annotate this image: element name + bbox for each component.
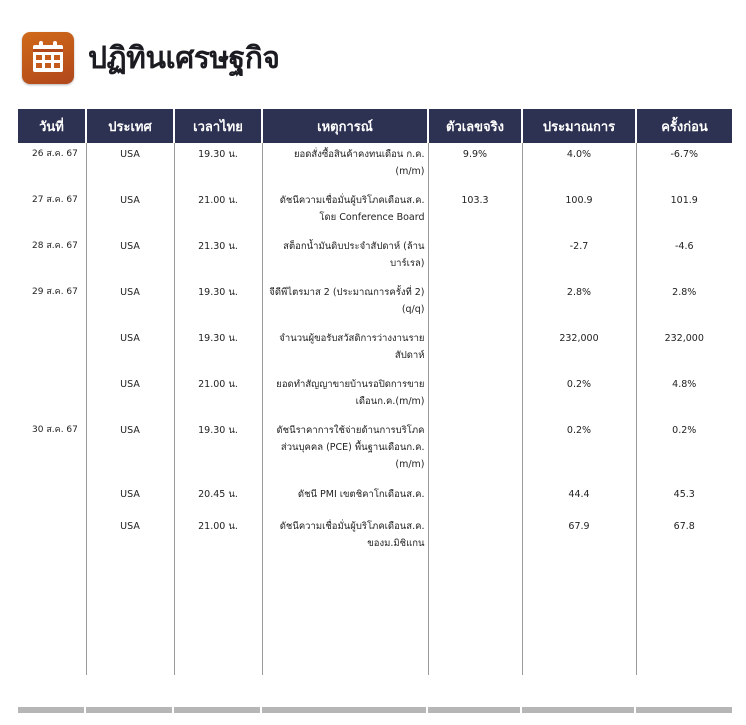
cell-actual [428,281,522,327]
cell-date: 28 ส.ค. 67 [32,241,78,251]
cell-time: 21.00 น. [174,515,262,675]
cell-country: USA [86,419,174,483]
cell-actual: 9.9% [428,143,522,189]
cell-date [18,515,86,675]
cell-time: 21.00 น. [174,189,262,235]
cell-date: 26 ส.ค. 67 [32,149,78,159]
cell-forecast: 100.9 [522,189,636,235]
cell-forecast: -2.7 [522,235,636,281]
cell-previous: -6.7% [636,143,732,189]
cell-time: 19.30 น. [174,281,262,327]
header [22,32,279,84]
cell-previous: 0.2% [636,419,732,483]
cell-event: จีดีพีไตรมาส 2 (ประมาณการครั้งที่ 2) (q/q) [262,281,428,327]
cell-country: USA [86,281,174,327]
cell-date [18,373,86,419]
cell-actual [428,235,522,281]
cell-time: 21.00 น. [174,373,262,419]
cell-time: 20.45 น. [174,483,262,515]
cell-previous: 45.3 [636,483,732,515]
cell-date [18,483,86,515]
cell-forecast: 232,000 [522,327,636,373]
table-header-row [18,109,732,143]
cell-time: 19.30 น. [174,327,262,373]
table-row [18,189,732,235]
cell-event: ดัชนีความเชื่อมั่นผู้บริโภคเดือนส.ค. ของม.มิชิแกน [262,515,428,675]
cell-time: 21.30 น. [174,235,262,281]
cell-date [18,327,86,373]
table-row [18,515,732,675]
cell-previous: 2.8% [636,281,732,327]
header-time: เวลาไทย [174,109,262,143]
header-actual: ตัวเลขจริง [428,109,522,143]
cell-country: USA [86,143,174,189]
cell-forecast: 4.0% [522,143,636,189]
cell-previous: 4.8% [636,373,732,419]
cell-event: ยอดสั่งซื้อสินค้าคงทนเดือน ก.ค.(m/m) [262,143,428,189]
table-row [18,483,732,515]
cell-date: 29 ส.ค. 67 [32,287,78,297]
cell-time: 19.30 น. [174,419,262,483]
cell-event: สต็อกน้ำมันดิบประจำสัปดาห์ (ล้านบาร์เรล) [262,235,428,281]
table-row [18,327,732,373]
header-event: เหตุการณ์ [262,109,428,143]
cell-event: จำนวนผู้ขอรับสวัสดิการว่างงานรายสัปดาห์ [262,327,428,373]
header-forecast: ประมาณการ [522,109,636,143]
cell-country: USA [86,327,174,373]
economic-calendar-table [18,109,732,675]
cell-country: USA [86,483,174,515]
cell-event: ยอดทำสัญญาขายบ้านรอปิดการขายเดือนก.ค.(m/m) [262,373,428,419]
cell-country: USA [86,515,174,675]
cell-actual [428,483,522,515]
header-country: ประเทศ [86,109,174,143]
cell-actual: 103.3 [428,189,522,235]
cell-forecast: 0.2% [522,373,636,419]
cell-event: ดัชนีความเชื่อมั่นผู้บริโภคเดือนส.ค. โดย Conference Board [262,189,428,235]
cell-date: 30 ส.ค. 67 [32,425,78,435]
cell-actual [428,373,522,419]
cell-actual [428,327,522,373]
cell-previous: 101.9 [636,189,732,235]
cell-event: ดัชนีราคาการใช้จ่ายด้านการบริโภคส่วนบุคคล (PCE) พื้นฐานเดือนก.ค. (m/m) [262,419,428,483]
cell-previous: 67.8 [636,515,732,675]
cell-forecast: 2.8% [522,281,636,327]
page-title: ปฏิทินเศรษฐกิจ [88,40,280,76]
table-row [18,143,732,189]
cell-country: USA [86,235,174,281]
cell-forecast: 0.2% [522,419,636,483]
cell-forecast: 44.4 [522,483,636,515]
cell-previous: 232,000 [636,327,732,373]
table-row [18,373,732,419]
table-row [18,281,732,327]
cell-previous: -4.6 [636,235,732,281]
cell-actual [428,515,522,675]
cell-forecast: 67.9 [522,515,636,675]
cell-country: USA [86,189,174,235]
table-row [18,419,732,483]
cell-time: 19.30 น. [174,143,262,189]
table-row [18,235,732,281]
cell-event: ดัชนี PMI เขตชิคาโกเดือนส.ค. [262,483,428,515]
cell-country: USA [86,373,174,419]
cell-actual [428,419,522,483]
table-footer-rule [18,707,732,714]
header-date: วันที่ [18,109,86,143]
header-previous: ครั้งก่อน [636,109,732,143]
cell-date: 27 ส.ค. 67 [32,195,78,205]
calendar-icon [22,32,74,84]
